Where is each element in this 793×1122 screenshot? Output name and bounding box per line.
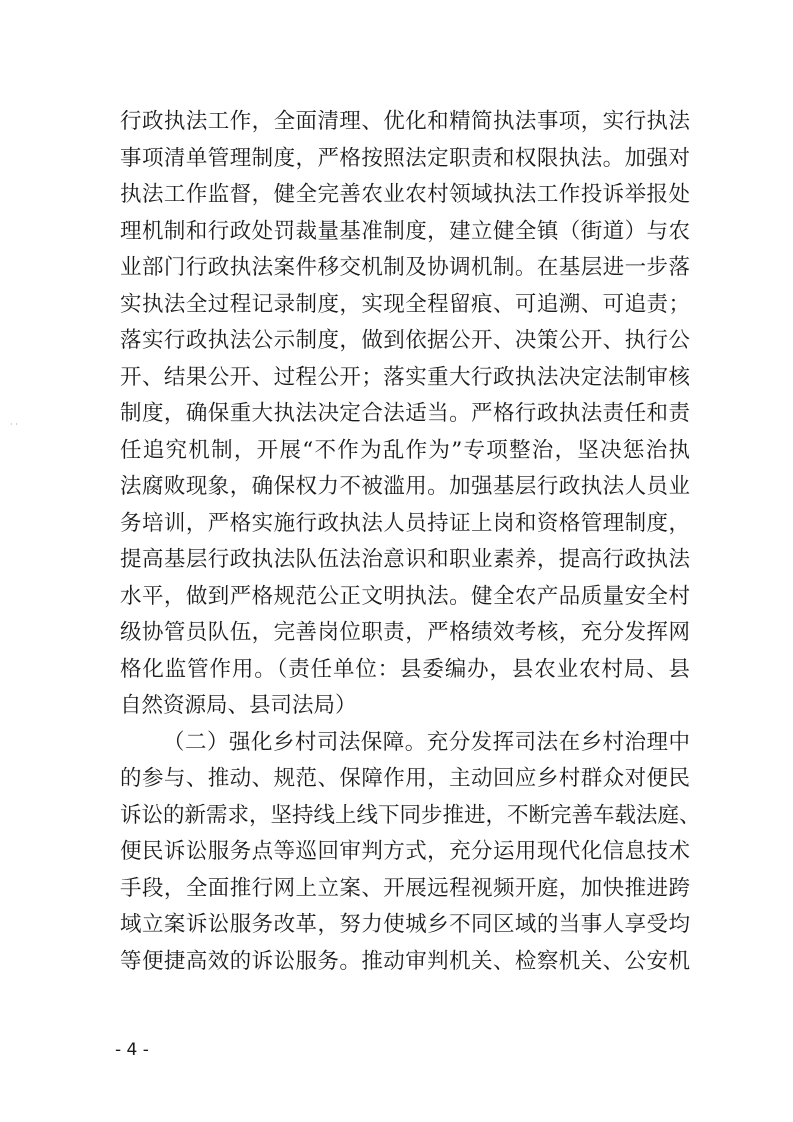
text-line: 级协管员队伍，完善岗位职责，严格绩效考核，充分发挥网 <box>120 620 690 645</box>
text-line: 开、结果公开、过程公开；落实重大行政执法决定法制审核 <box>120 364 690 390</box>
scan-margin-mark: · · <box>10 420 18 429</box>
text-line: 诉讼的新需求，坚持线上线下同步推进，不断完善车载法庭、 <box>120 802 701 828</box>
text-line: 行政执法工作，全面清理、优化和精简执法事项，实行执法 <box>120 109 690 134</box>
text-line: 的参与、推动、规范、保障作用，主动回应乡村群众对便民 <box>120 766 690 791</box>
body-text <box>120 104 701 980</box>
text-line: 水平，做到严格规范公正文明执法。健全农产品质量安全村 <box>120 583 690 609</box>
text-line: 事项清单管理制度，严格按照法定职责和权限执法。加强对 <box>120 145 690 171</box>
page-number: - 4 - <box>115 1040 149 1060</box>
text-line: 等便捷高效的诉讼服务。推动审判机关、检察机关、公安机 <box>120 948 690 974</box>
text-line: 任追究机制，开展“不作为乱作为”专项整治，坚决惩治执 <box>120 437 690 463</box>
text-line: 落实行政执法公示制度，做到依据公开、决策公开、执行公 <box>120 328 690 353</box>
section-heading-line: （二）强化乡村司法保障。充分发挥司法在乡村治理中 <box>163 729 690 755</box>
text-line: 便民诉讼服务点等巡回审判方式，充分运用现代化信息技术 <box>120 839 690 864</box>
text-line: 格化监管作用。（责任单位：县委编办，县农业农村局、县 <box>120 656 690 682</box>
text-line: 务培训，严格实施行政执法人员持证上岗和资格管理制度， <box>120 510 690 536</box>
text-line: 理机制和行政处罚裁量基准制度，建立健全镇（街道）与农 <box>120 218 690 244</box>
text-line: 域立案诉讼服务改革，努力使城乡不同区域的当事人享受均 <box>120 912 690 937</box>
text-line: 业部门行政执法案件移交机制及协调机制。在基层进一步落 <box>120 255 690 280</box>
text-line: 实执法全过程记录制度，实现全程留痕、可追溯、可追责； <box>120 291 690 317</box>
text-line: 手段，全面推行网上立案、开展远程视频开庭，加快推进跨 <box>120 875 690 901</box>
text-line: 执法工作监督，健全完善农业农村领域执法工作投诉举报处 <box>120 182 690 207</box>
text-line: 法腐败现象，确保权力不被滥用。加强基层行政执法人员业 <box>120 474 690 499</box>
text-line: 自然资源局、县司法局） <box>120 693 357 718</box>
text-line: 提高基层行政执法队伍法治意识和职业素养，提高行政执法 <box>120 547 690 572</box>
text-line: 制度，确保重大执法决定合法适当。严格行政执法责任和责 <box>120 401 690 426</box>
